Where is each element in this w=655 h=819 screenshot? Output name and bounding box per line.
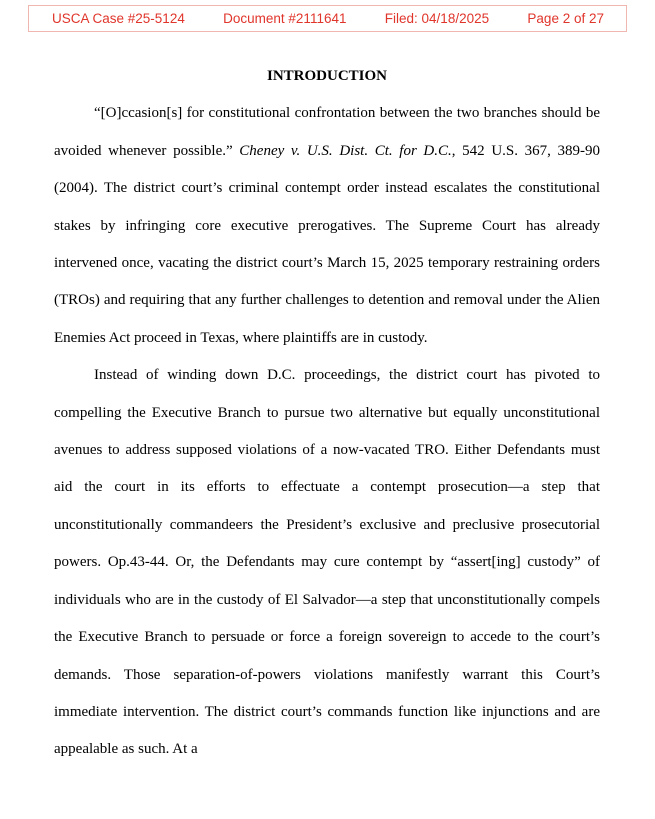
case-citation: Cheney v. U.S. Dist. Ct. for D.C. (239, 142, 452, 159)
paragraph (54, 357, 600, 768)
page-indicator: Page 2 of 27 (527, 11, 604, 26)
paragraph-text: “[O]ccasion[s] for constitutional confrontation between the two branches should be avoided whenever possible.” (54, 105, 600, 159)
document-body (54, 58, 600, 769)
filed-date: Filed: 04/18/2025 (384, 11, 490, 26)
paragraph (54, 95, 600, 357)
case-header-bar (28, 5, 627, 32)
paragraph-text: Instead of winding down D.C. proceedings, the district court has pivoted to compelling the Executive Branch to pursue two alternative but equally unconstitutional avenues to address supposed violations of a now-vacated TRO. Either Defendants must aid the court in its efforts to effectuate a contempt prosecution—a step that unconstitutionally commandeers the President’s exclusive and preclusive prosecutorial powers. Op.43-44. Or, the Defendants may cure contempt by “assert[ing] custody” of individuals who are in the custody of El Salvador—a step that unconstitutionally compels the Executive Branch to persuade or force a foreign sovereign to accede to the court’s demands. Those separation-of-powers violations manifestly warrant this Court’s immediate intervention. The district court’s commands function like injunctions and are appealable as such. At a (54, 367, 600, 758)
paragraph-text: , 542 U.S. 367, 389-90 (2004). The district court’s criminal contempt order instead escalates the constitutional stakes by infringing core executive prerogatives. The Supreme Court has already intervened once, vacating the district court’s March 15, 2025 temporary restraining orders (TROs) and requiring that any further challenges to detention and removal under the Alien Enemies Act proceed in Texas, where plaintiffs are in custody. (54, 142, 601, 346)
section-heading: INTRODUCTION (266, 68, 387, 84)
case-number: USCA Case #25-5124 (52, 11, 185, 26)
document-number: Document #2111641 (223, 11, 347, 26)
